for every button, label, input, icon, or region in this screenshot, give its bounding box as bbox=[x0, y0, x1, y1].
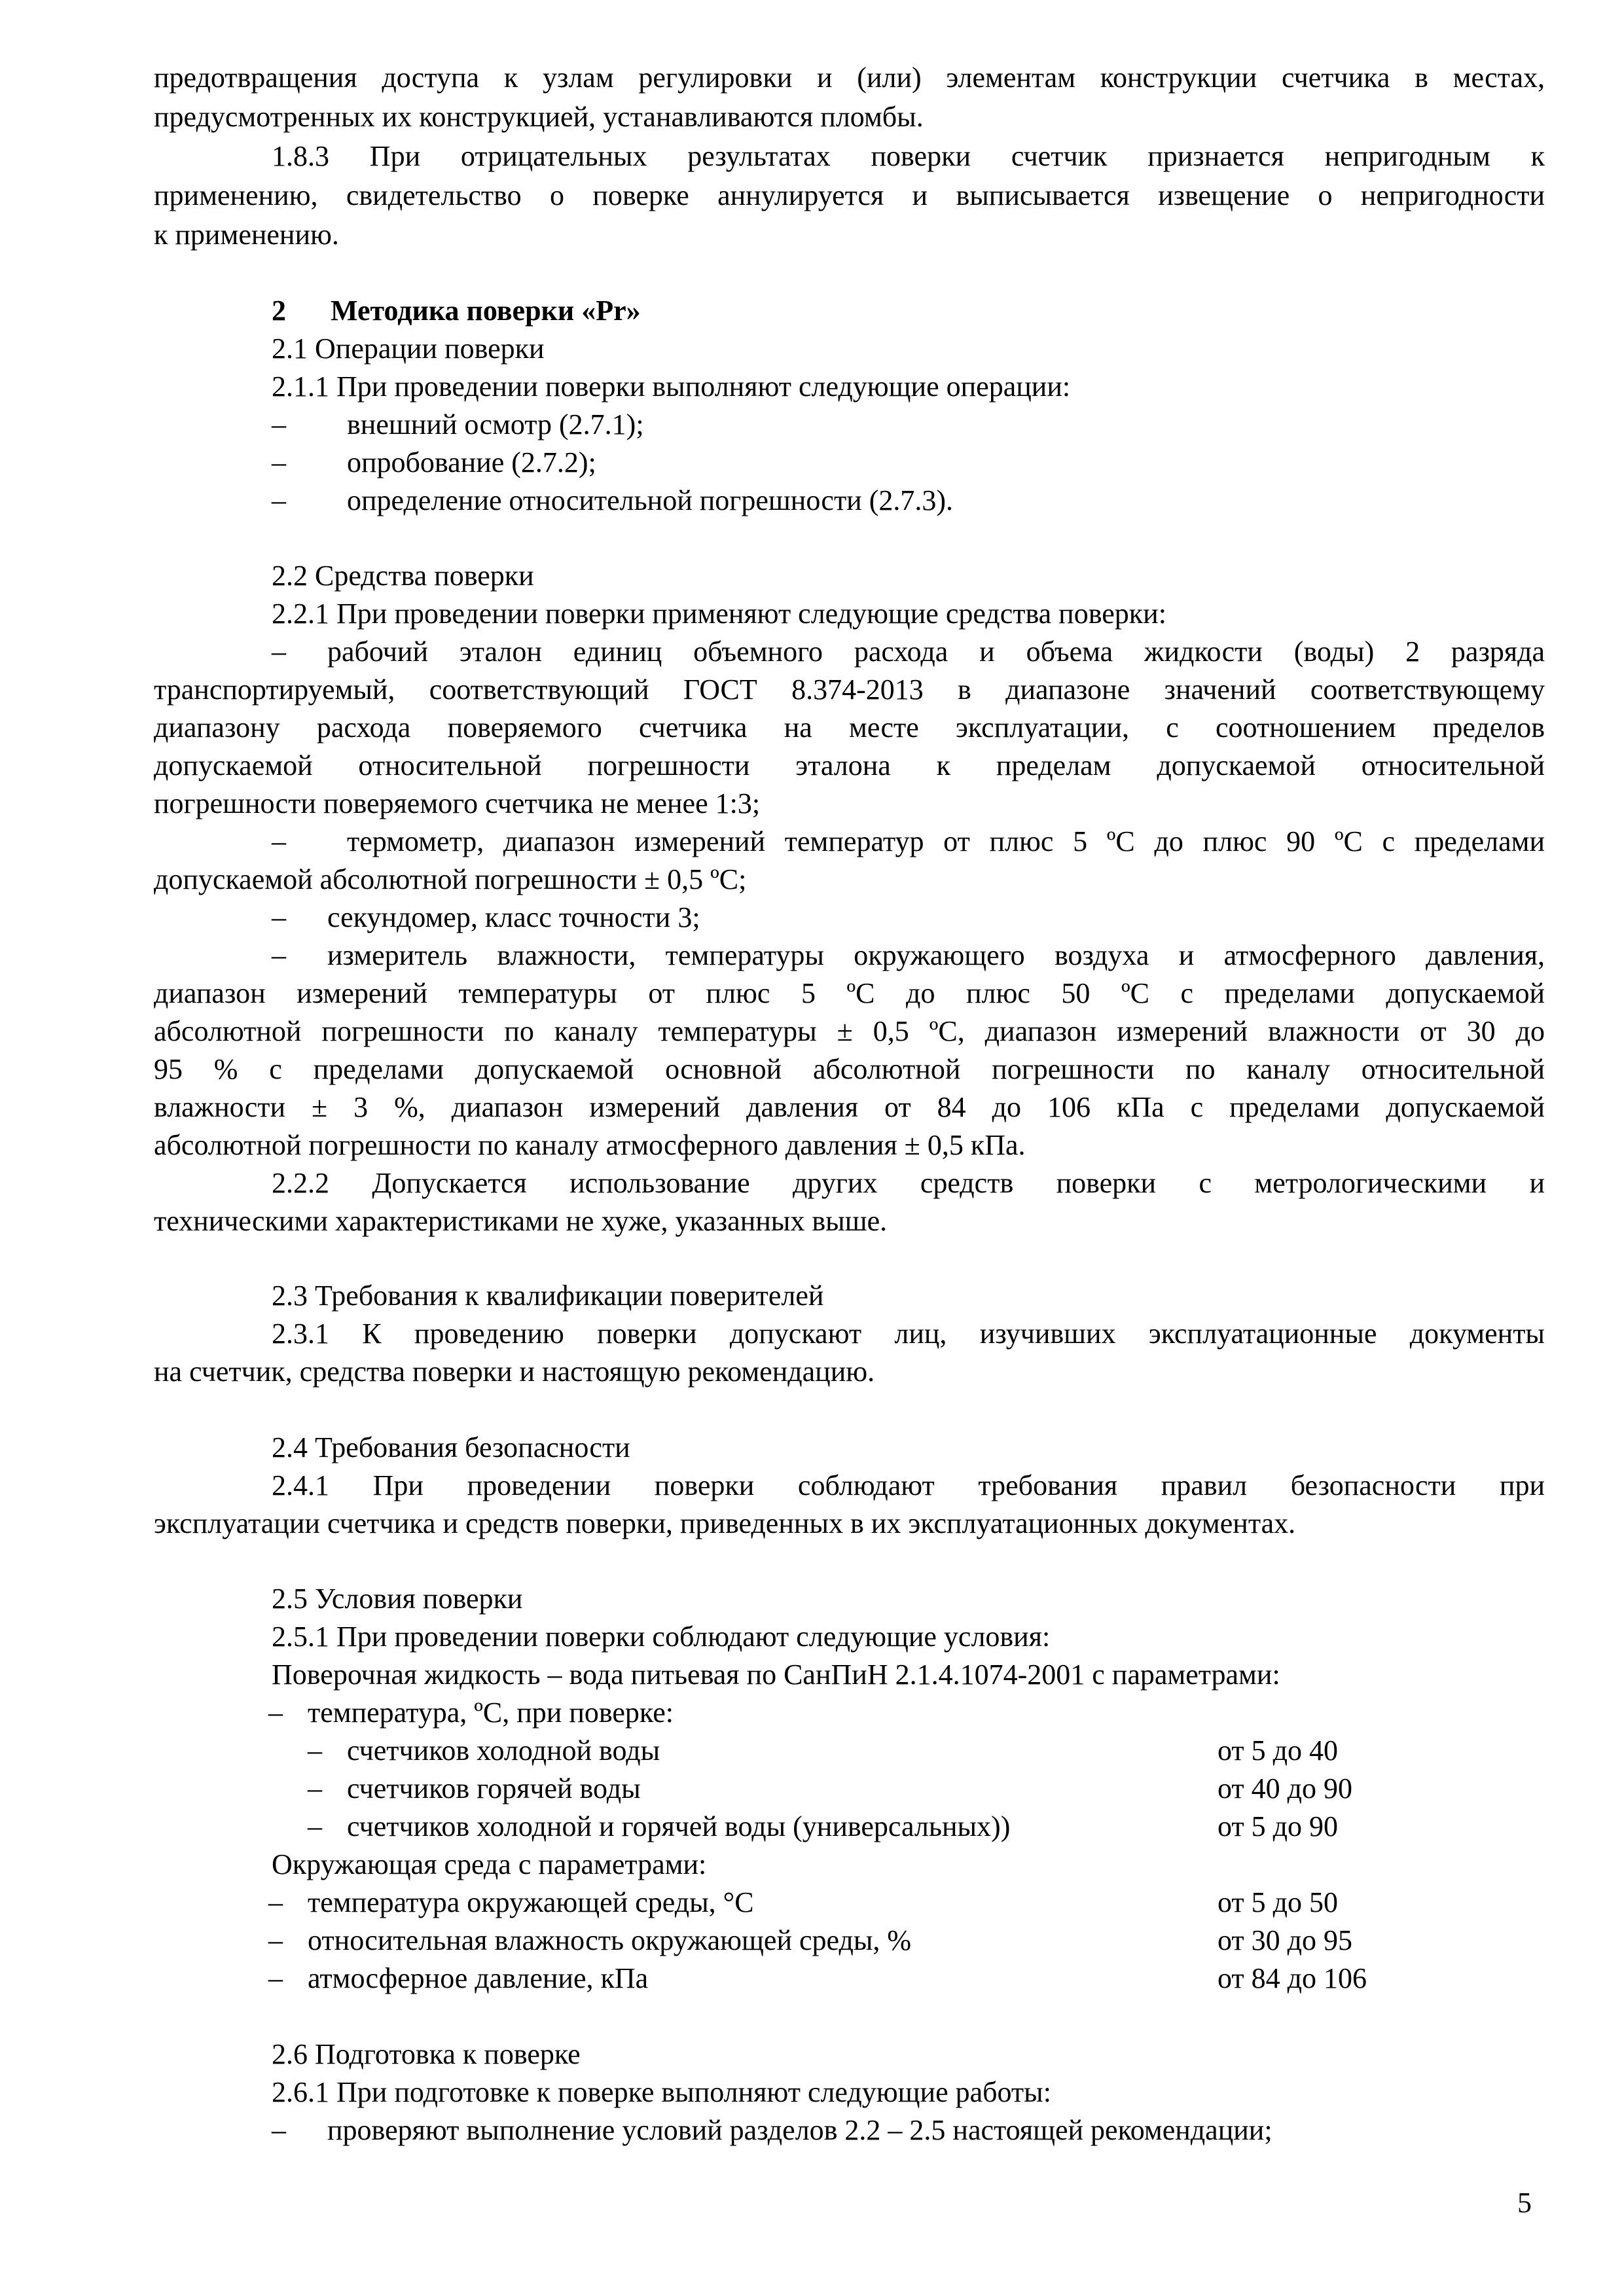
dash: – bbox=[268, 1696, 283, 1729]
temp-label: температура, ºС, при поверке: bbox=[308, 1696, 674, 1729]
dash: – bbox=[272, 2114, 286, 2146]
p241-line-1: 2.4.1 При проведении поверки соблюдают требования правил безопасности при bbox=[272, 1469, 1545, 1501]
intro-line-1: предотвращения доступа к узлам регулировки и (или) элементам конструкции счетчика в местах, bbox=[154, 62, 1545, 94]
p183-line-2: применению, свидетельство о поверке аннулируется и выписывается извещение о непригодности bbox=[154, 179, 1545, 211]
s22-item4-line-6: абсолютной погрешности по каналу атмосферного давления ± 0,5 кПа. bbox=[154, 1129, 1026, 1161]
s22-item1-line-1: рабочий эталон единиц объемного расхода и объема жидкости (воды) 2 разряда bbox=[327, 636, 1545, 668]
s26-heading: 2.6 Подготовка к поверке bbox=[272, 2038, 581, 2070]
page-number: 5 bbox=[1517, 2187, 1532, 2219]
s22-item1-line-3: диапазону расхода поверяемого счетчика на месте эксплуатации, с соотношением пределов bbox=[154, 711, 1545, 744]
s25-heading: 2.5 Условия поверки bbox=[272, 1583, 523, 1615]
dash: – bbox=[272, 636, 286, 668]
env-row-label: относительная влажность окружающей среды, % bbox=[308, 1924, 912, 1956]
p183-line-1: 1.8.3 При отрицательных результатах поверки счетчик признается непригодным к bbox=[272, 140, 1545, 172]
p231-line-1: 2.3.1 К проведению поверки допускают лиц, изучивших эксплуатационные документы bbox=[272, 1318, 1545, 1350]
dash: – bbox=[272, 825, 286, 857]
temp-row-label: счетчиков холодной воды bbox=[347, 1734, 660, 1767]
section2-title: Методика поверки «Pr» bbox=[331, 295, 641, 327]
temp-row-value: от 40 до 90 bbox=[1218, 1772, 1353, 1804]
s24-heading: 2.4 Требования безопасности bbox=[272, 1431, 630, 1463]
s22-item4-line-2: диапазон измерений температуры от плюс 5 ºС до плюс 50 ºС с пределами допускаемой bbox=[154, 977, 1545, 1009]
temp-row-value: от 5 до 40 bbox=[1218, 1734, 1339, 1767]
dash: – bbox=[308, 1810, 322, 1842]
dash: – bbox=[272, 939, 286, 971]
p241-line-2: эксплуатации счетчика и средств поверки, приведенных в их эксплуатационных документах. bbox=[154, 1507, 1296, 1539]
p183-line-3: к применению. bbox=[154, 219, 339, 251]
s22-item1-line-5: погрешности поверяемого счетчика не менее 1:3; bbox=[154, 787, 761, 819]
env-label: Окружающая среда с параметрами: bbox=[272, 1848, 707, 1880]
liquid-line: Поверочная жидкость – вода питьевая по СанПиН 2.1.4.1074-2001 с параметрами: bbox=[272, 1659, 1280, 1691]
p222-line-1: 2.2.2 Допускается использование других средств поверки с метрологическими и bbox=[272, 1167, 1545, 1199]
section2-number: 2 bbox=[272, 295, 286, 327]
env-row-value: от 5 до 50 bbox=[1218, 1886, 1339, 1918]
s23-heading: 2.3 Требования к квалификации поверителей bbox=[272, 1280, 824, 1312]
s22-item1-line-4: допускаемой относительной погрешности эталона к пределам допускаемой относительной bbox=[154, 749, 1545, 781]
temp-row-label: счетчиков холодной и горячей воды (универсальных)) bbox=[347, 1810, 1011, 1842]
dash: – bbox=[272, 408, 286, 440]
s21-heading: 2.1 Операции поверки bbox=[272, 332, 545, 365]
p251: 2.5.1 При проведении поверки соблюдают следующие условия: bbox=[272, 1621, 1051, 1653]
dash: – bbox=[308, 1734, 322, 1767]
dash: – bbox=[308, 1772, 322, 1804]
s22-item4-line-3: абсолютной погрешности по каналу температуры ± 0,5 ºС, диапазон измерений влажности от 30 до bbox=[154, 1015, 1545, 1047]
s21-item-3: определение относительной погрешности (2.7.3). bbox=[347, 484, 954, 516]
env-row-label: температура окружающей среды, °С bbox=[308, 1886, 754, 1918]
s22-item2-line-2: допускаемой абсолютной погрешности ± 0,5 ºС; bbox=[154, 863, 747, 895]
s22-item1-line-2: транспортируемый, соответствующий ГОСТ 8.374-2013 в диапазоне значений соответствующему bbox=[154, 673, 1545, 706]
p222-line-2: техническими характеристиками не хуже, указанных выше. bbox=[154, 1205, 888, 1237]
dash: – bbox=[272, 484, 286, 516]
p231-line-2: на счетчик, средства поверки и настоящую рекомендацию. bbox=[154, 1355, 875, 1388]
dash: – bbox=[268, 1924, 283, 1956]
s21-item-2: опробование (2.7.2); bbox=[347, 446, 596, 478]
s22-item4-line-5: влажности ± 3 %, диапазон измерений давления от 84 до 106 кПа с пределами допускаемой bbox=[154, 1091, 1545, 1123]
s22-item2-line-1: термометр, диапазон измерений температур от плюс 5 ºС до плюс 90 ºС с пределами bbox=[347, 825, 1545, 857]
p221: 2.2.1 При проведении поверки применяют следующие средства поверки: bbox=[272, 598, 1166, 630]
p211: 2.1.1 При проведении поверки выполняют следующие операции: bbox=[272, 370, 1071, 403]
s22-item4-line-4: 95 % с пределами допускаемой основной абсолютной погрешности по каналу относительной bbox=[154, 1053, 1545, 1085]
s22-item3: секундомер, класс точности 3; bbox=[327, 901, 700, 933]
s21-item-1: внешний осмотр (2.7.1); bbox=[347, 408, 644, 440]
temp-row-label: счетчиков горячей воды bbox=[347, 1772, 641, 1804]
env-row-value: от 84 до 106 bbox=[1218, 1962, 1367, 1994]
env-row-label: атмосферное давление, кПа bbox=[308, 1962, 649, 1994]
temp-row-value: от 5 до 90 bbox=[1218, 1810, 1339, 1842]
dash: – bbox=[272, 901, 286, 933]
dash: – bbox=[272, 446, 286, 478]
intro-line-2: предусмотренных их конструкцией, устанавливаются пломбы. bbox=[154, 101, 924, 133]
dash: – bbox=[268, 1962, 283, 1994]
env-row-value: от 30 до 95 bbox=[1218, 1924, 1353, 1956]
s22-item4-line-1: измеритель влажности, температуры окружающего воздуха и атмосферного давления, bbox=[327, 939, 1545, 971]
s22-heading: 2.2 Средства поверки bbox=[272, 560, 534, 592]
s26-item-1: проверяют выполнение условий разделов 2.2 – 2.5 настоящей рекомендации; bbox=[327, 2114, 1272, 2146]
dash: – bbox=[268, 1886, 283, 1918]
p261: 2.6.1 При подготовке к поверке выполняют следующие работы: bbox=[272, 2076, 1051, 2108]
